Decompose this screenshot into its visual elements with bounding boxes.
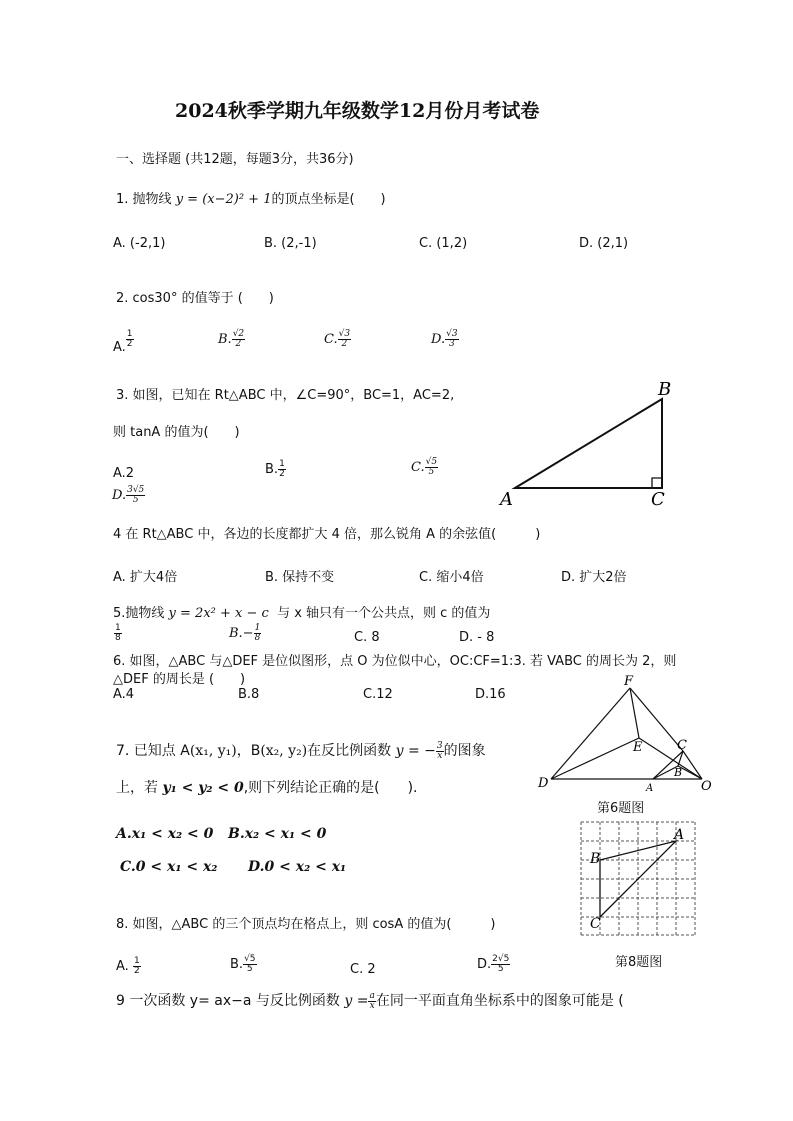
q8-grid-figure xyxy=(578,818,698,940)
q3-label-c: C xyxy=(651,489,665,510)
q1-option-d[interactable]: D. (2,1) xyxy=(579,236,629,251)
q5-formula: y = 2x² + x − c xyxy=(168,606,269,621)
question-2-stem: 2. cos30° 的值等于 ( ) xyxy=(116,291,274,306)
q7-point-a: (x₁, y₁) xyxy=(189,743,237,759)
q5-option-c[interactable]: C. 8 xyxy=(354,630,380,645)
q3-option-c-fraction: $\frac{√5}{5}$ xyxy=(425,457,438,477)
q3-triangle-figure xyxy=(495,375,680,510)
question-1-stem xyxy=(116,188,386,207)
q8-option-b-fraction: $\frac{√5}{5}$ xyxy=(244,954,256,974)
q8-option-a-fraction: $\frac{1}{2}$ xyxy=(133,956,140,976)
q3-option-d[interactable] xyxy=(112,486,145,505)
q6-option-b[interactable]: B.8 xyxy=(238,687,260,702)
q8-option-b[interactable] xyxy=(230,955,257,974)
q2-option-b-label: B. xyxy=(218,332,232,347)
q1-suffix: 的顶点坐标是( ) xyxy=(271,192,386,207)
q5-prefix: 5.抛物线 xyxy=(113,606,165,621)
q7-prefix: 7. 已知点 A xyxy=(116,743,190,759)
q6-label-f: F xyxy=(624,674,634,689)
question-7-line1 xyxy=(116,740,486,761)
q1-formula: y = (x−2)² + 1 xyxy=(175,192,272,207)
question-3-line1: 3. 如图，已知在 Rt△ABC 中，∠C=90°，BC=1，AC=2, xyxy=(116,388,455,403)
page-title: 2024秋季学期九年级数学12月份月考试卷 xyxy=(175,100,540,122)
q9-func-left: y = xyxy=(344,993,369,1009)
q7-mid: ，B xyxy=(236,743,261,759)
q6-label-a: A xyxy=(646,783,654,794)
q7-point-b: (x₂, y₂) xyxy=(260,743,308,759)
q6-label-b: B xyxy=(674,766,683,779)
q3-label-b: B xyxy=(658,379,672,400)
q4-option-b[interactable]: B. 保持不变 xyxy=(265,570,335,585)
q7-option-a[interactable]: A.x₁ < x₂ < 0 xyxy=(116,826,214,842)
q8-option-d[interactable] xyxy=(477,955,510,974)
q7-line2-post: ,则下列结论正确的是( ). xyxy=(243,780,418,796)
q8-figure-caption: 第8题图 xyxy=(615,955,663,970)
question-8-stem: 8. 如图，△ABC 的三个顶点均在格点上，则 cosA 的值为( ) xyxy=(116,917,496,932)
q1-prefix: 1. 抛物线 xyxy=(116,192,172,207)
q3-option-c-label: C. xyxy=(411,460,425,475)
q2-option-d-fraction: $\frac{√3}{3}$ xyxy=(446,329,458,349)
q6-label-d: D xyxy=(538,776,549,791)
question-5-stem xyxy=(113,602,490,621)
question-3-line2: 则 tanA 的值为( ) xyxy=(113,425,240,440)
q8-option-b-label: B. xyxy=(230,957,244,972)
q2-option-b[interactable] xyxy=(218,330,245,349)
q7-func-left: y = − xyxy=(395,743,436,759)
q8-option-c[interactable]: C. 2 xyxy=(350,962,376,977)
q6-label-o: O xyxy=(701,779,712,794)
q6-option-a[interactable]: A.4 xyxy=(113,687,135,702)
q7-option-d[interactable]: D.0 < x₂ < x₁ xyxy=(248,859,347,875)
q2-option-d[interactable] xyxy=(431,330,459,349)
q5-option-a-fraction: $\frac{1}{8}$ xyxy=(115,623,121,643)
q5-option-b-label: B.− xyxy=(229,626,254,641)
q6-option-c[interactable]: C.12 xyxy=(363,687,393,702)
q8-label-b: B xyxy=(590,851,601,867)
q3-option-d-fraction: $\frac{3√5}{5}$ xyxy=(127,485,145,505)
q6-homothety-figure xyxy=(535,672,720,797)
q2-option-a[interactable] xyxy=(113,330,134,355)
q2-option-d-label: D. xyxy=(431,332,446,347)
q7-suffix: 的图象 xyxy=(443,743,486,759)
q8-label-c: C xyxy=(590,916,601,932)
q7-func-fraction: $\frac{3}{x}$ xyxy=(436,740,443,761)
q3-option-c[interactable] xyxy=(411,458,438,477)
q8-option-d-label: D. xyxy=(477,957,492,972)
q4-option-a[interactable]: A. 扩大4倍 xyxy=(113,570,178,585)
q8-option-a-label: A. xyxy=(116,959,129,974)
q6-label-e: E xyxy=(633,740,643,755)
q5-option-b[interactable] xyxy=(229,624,261,643)
q8-label-a: A xyxy=(674,827,685,843)
question-6-line2: △DEF 的周长是 ( ) xyxy=(113,672,246,687)
q3-option-d-label: D. xyxy=(112,488,127,503)
question-4-stem: 4 在 Rt△ABC 中，各边的长度都扩大 4 倍，那么锐角 A 的余弦值( ) xyxy=(113,527,541,542)
q2-option-c[interactable] xyxy=(324,330,351,349)
q3-option-a[interactable]: A.2 xyxy=(113,466,135,481)
q1-option-b[interactable]: B. (2,-1) xyxy=(264,236,317,251)
q4-option-d[interactable]: D. 扩大2倍 xyxy=(561,570,627,585)
q3-option-b[interactable] xyxy=(265,460,286,479)
q2-option-b-fraction: $\frac{√2}{2}$ xyxy=(232,329,245,349)
section-heading: 一、选择题 (共12题，每题3分，共36分) xyxy=(116,152,354,167)
q3-label-a: A xyxy=(500,489,513,510)
q7-mid2: 在反比例函数 xyxy=(307,743,392,759)
question-9-stem xyxy=(116,990,624,1011)
q9-suffix: 在同一平面直角坐标系中的图象可能是 ( xyxy=(375,993,624,1009)
q7-option-c[interactable]: C.0 < x₁ < x₂ xyxy=(120,859,218,875)
q3-option-b-label: B. xyxy=(265,462,279,477)
q2-option-a-fraction: $\frac{1}{2}$ xyxy=(126,329,133,349)
q8-option-d-fraction: $\frac{2√5}{5}$ xyxy=(492,954,510,974)
q2-option-c-label: C. xyxy=(324,332,338,347)
q9-func-fraction: $\frac{a}{x}$ xyxy=(369,990,375,1011)
q5-suffix: 与 x 轴只有一个公共点，则 c 的值为 xyxy=(277,606,491,621)
q5-option-d[interactable]: D. - 8 xyxy=(459,630,495,645)
q7-option-b[interactable]: B.x₂ < x₁ < 0 xyxy=(228,826,327,842)
q6-label-c: C xyxy=(677,738,687,753)
q6-option-d[interactable]: D.16 xyxy=(475,687,506,702)
q4-option-c[interactable]: C. 缩小4倍 xyxy=(419,570,484,585)
q2-option-c-fraction: $\frac{√3}{2}$ xyxy=(338,329,351,349)
q9-prefix: 9 一次函数 y= ax−a 与反比例函数 xyxy=(116,993,340,1009)
q2-option-a-label: A. xyxy=(113,340,126,355)
q1-option-a[interactable]: A. (-2,1) xyxy=(113,236,166,251)
q1-option-c[interactable]: C. (1,2) xyxy=(419,236,468,251)
q6-figure-caption: 第6题图 xyxy=(597,801,645,816)
q7-condition: y₁ < y₂ < 0 xyxy=(162,780,244,796)
question-6-line1: 6. 如图，△ABC 与△DEF 是位似图形，点 O 为位似中心，OC:CF=1:3. 若 VABC 的周长为 2，则 xyxy=(113,654,677,669)
question-7-line2 xyxy=(116,777,418,797)
q7-line2-pre: 上，若 xyxy=(116,780,158,796)
q5-option-b-fraction: $\frac{1}{8}$ xyxy=(254,623,261,643)
q5-option-a[interactable] xyxy=(114,624,122,643)
q8-option-a[interactable] xyxy=(116,957,141,976)
q3-option-b-fraction: $\frac{1}{2}$ xyxy=(279,459,285,479)
